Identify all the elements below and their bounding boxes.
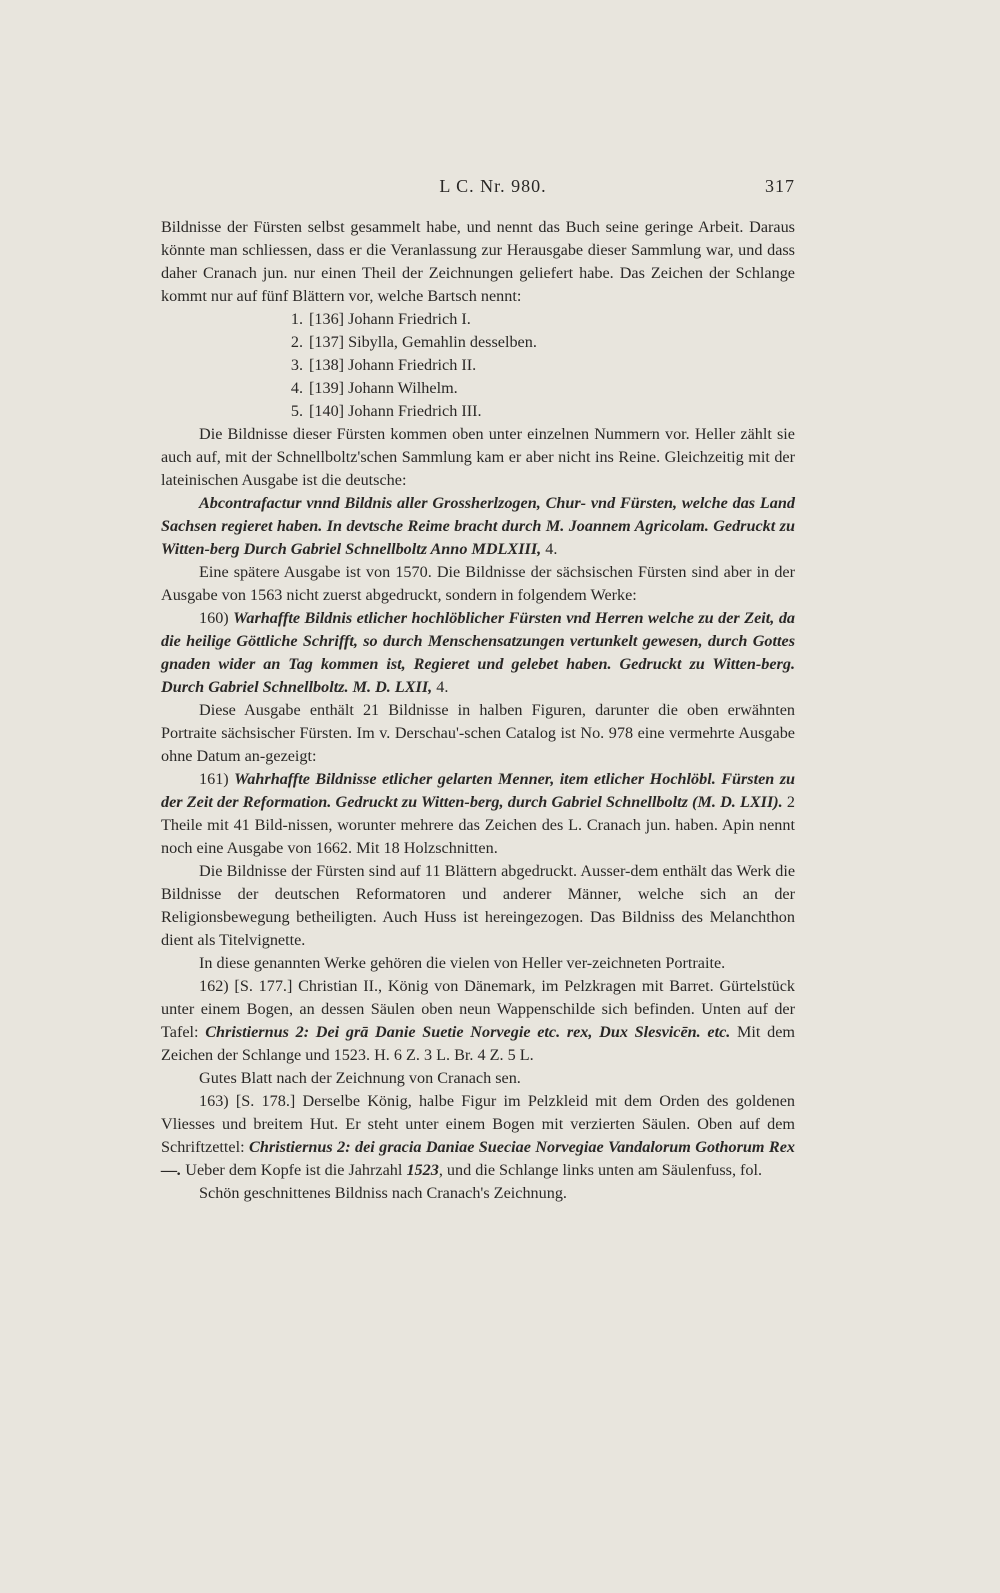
- book-title: Abcontrafactur vnnd Bildnis aller Grossherlzogen, Chur- vnd Fürsten, welche das Land Sachsen regieret haben. In devtsche Reime bracht durch M. Joannem Agricolam. Gedruckt zu Witten-berg Durch Gabriel Schnellboltz Anno MDLXIII,: [161, 494, 795, 558]
- inscription: Christiernus 2: dei gracia Daniae Sueciae Norvegiae Vandalorum Gothorum Rex —.: [161, 1138, 795, 1179]
- book-title: Warhaffte Bildnis etlicher hochlöblicher Fürsten vnd Herren welche zu der Zeit, da die heilige Göttliche Schrifft, so durch Menschensatzungen vertunkelt gewesen, durch Gottes gnaden wider an Tag kommen ist, Regieret und gelebet haben. Gedruckt zu Witten-berg. Durch Gabriel Schnellboltz. M. D. LXII,: [161, 609, 796, 696]
- paragraph-edition-note: Diese Ausgabe enthält 21 Bildnisse in halben Figuren, darunter die oben erwähnten Portraite sächsischer Fürsten. Im v. Derschau'-schen Catalog ist No. 978 eine vermehrte Ausgabe ohne Datum an-gezeigt:: [161, 701, 795, 765]
- paragraph-heller: In diese genannten Werke gehören die vielen von Heller ver-zeichneten Portraite.: [199, 954, 726, 972]
- paragraph-intro: Bildnisse der Fürsten selbst gesammelt habe, und nennt das Buch seine geringe Arbeit. Daraus könnte man schliessen, dass er die Veranlassung zur Herausgabe dieser Sammlung war, und dass daher Cranach jun. nur einen Theil der Zeichnungen geliefert habe. Das Zeichen der Schlange kommt nur auf fünf Blättern vor, welche Bartsch nennt:: [161, 218, 795, 305]
- page-header: [161, 175, 795, 198]
- paragraph-fuersten-blaetter: Die Bildnisse der Fürsten sind auf 11 Blättern abgedruckt. Ausser-dem enthält das Werk die Bildnisse der deutschen Reformatoren und anderer Männer, welche sich an der Religionsbewegung betheiligten. Auch Huss ist hereingezogen. Das Bildniss des Melanchthon dient als Titelvignette.: [161, 862, 795, 949]
- list-item: 2. [137] Sibylla, Gemahlin desselben.: [290, 333, 537, 351]
- entry-number: 161): [199, 770, 235, 788]
- entry-160: 160) Warhaffte Bildnis etlicher hochlöblicher Fürsten vnd Herren welche zu der Zeit, da die heilige Göttliche Schrifft, so durch Menschensatzungen vertunkelt gewesen, durch Gottes gnaden wider an Tag kommen ist, Regieret und gelebet haben. Gedruckt zu Witten-berg. Durch Gabriel Schnellboltz. M. D. LXII, 4.: [161, 609, 796, 696]
- entry-163: 163) [S. 178.] Derselbe König, halbe Figur im Pelzkleid mit dem Orden des goldenen Vliesses und breitem Hut. Er steht unter einem Bogen mit verzierten Säulen. Oben auf dem Schriftzettel: Christiernus 2: dei gracia Daniae Sueciae Norvegiae Vandalorum Gothorum Rex —. Ueber dem Kopfe ist die Jahrzahl 1523, und die Schlange links unten am Säulenfuss, fol.: [161, 1092, 795, 1179]
- entry-162: 162) [S. 177.] Christian II., König von Dänemark, im Pelzkragen mit Barret. Gürtelstück unter einem Bogen, an dessen Säulen oben neun Wappenschilde sich befinden. Unten auf der Tafel: Christiernus 2: Dei grā Danie Suetie Norvegie etc. rex, Dux Slesvicēn. etc. Mit dem Zeichen der Schlange und 1523. H. 6 Z. 3 L. Br. 4 Z. 5 L.: [161, 977, 796, 1064]
- text-block: [161, 175, 795, 1205]
- list-item: 3. [138] Johann Friedrich II.: [290, 356, 477, 374]
- page-number: 317: [765, 176, 795, 196]
- bartsch-list: [161, 308, 795, 423]
- paragraph-schoen: Schön geschnittenes Bildniss nach Cranach's Zeichnung.: [199, 1184, 567, 1202]
- paragraph-later-edition: Eine spätere Ausgabe ist von 1570. Die Bildnisse der sächsischen Fürsten sind aber in der Ausgabe von 1563 nicht zuerst abgedruckt, sondern in folgendem Werke:: [161, 563, 795, 604]
- entry-161: 161) Wahrhaffte Bildnisse etlicher gelarten Menner, item etlicher Hochlöbl. Fürsten zu der Zeit der Reformation. Gedruckt zu Witten-berg, durch Gabriel Schnellboltz (M. D. LXII). 2 Theile mit 41 Bild-nissen, worunter mehrere das Zeichen des L. Cranach jun. haben. Apin nennt noch eine Ausgabe von 1662. Mit 18 Holzschnitten.: [161, 770, 796, 857]
- book-title: Wahrhaffte Bildnisse etlicher gelarten Menner, item etlicher Hochlöbl. Fürsten zu der Zeit der Reformation. Gedruckt zu Witten-berg, durch Gabriel Schnellboltz (M. D. LXII).: [161, 770, 796, 811]
- list-item: 4. [139] Johann Wilhelm.: [290, 379, 458, 397]
- entry-number: 160): [199, 609, 234, 627]
- inscription: Christiernus 2: Dei grā Danie Suetie Norvegie etc. rex, Dux Slesvicēn. etc.: [205, 1023, 731, 1041]
- paragraph-german-edition: Abcontrafactur vnnd Bildnis aller Grossherlzogen, Chur- vnd Fürsten, welche das Land Sachsen regieret haben. In devtsche Reime bracht durch M. Joannem Agricolam. Gedruckt zu Witten-berg Durch Gabriel Schnellboltz Anno MDLXIII, 4.: [161, 494, 795, 558]
- list-item: 5. [140] Johann Friedrich III.: [290, 402, 482, 420]
- year: 1523: [406, 1161, 439, 1179]
- list-item: 1. [136] Johann Friedrich I.: [290, 310, 471, 328]
- paragraph-gutes-blatt: Gutes Blatt nach der Zeichnung von Cranach sen.: [199, 1069, 521, 1087]
- paragraph-bildnisse: Die Bildnisse dieser Fürsten kommen oben unter einzelnen Nummern vor. Heller zählt sie auch auf, mit der Schnellboltz'schen Sammlung kam er aber nicht ins Reine. Gleichzeitig mit der lateinischen Ausgabe ist die deutsche:: [161, 425, 795, 489]
- running-head: L C. Nr. 980.: [439, 176, 547, 196]
